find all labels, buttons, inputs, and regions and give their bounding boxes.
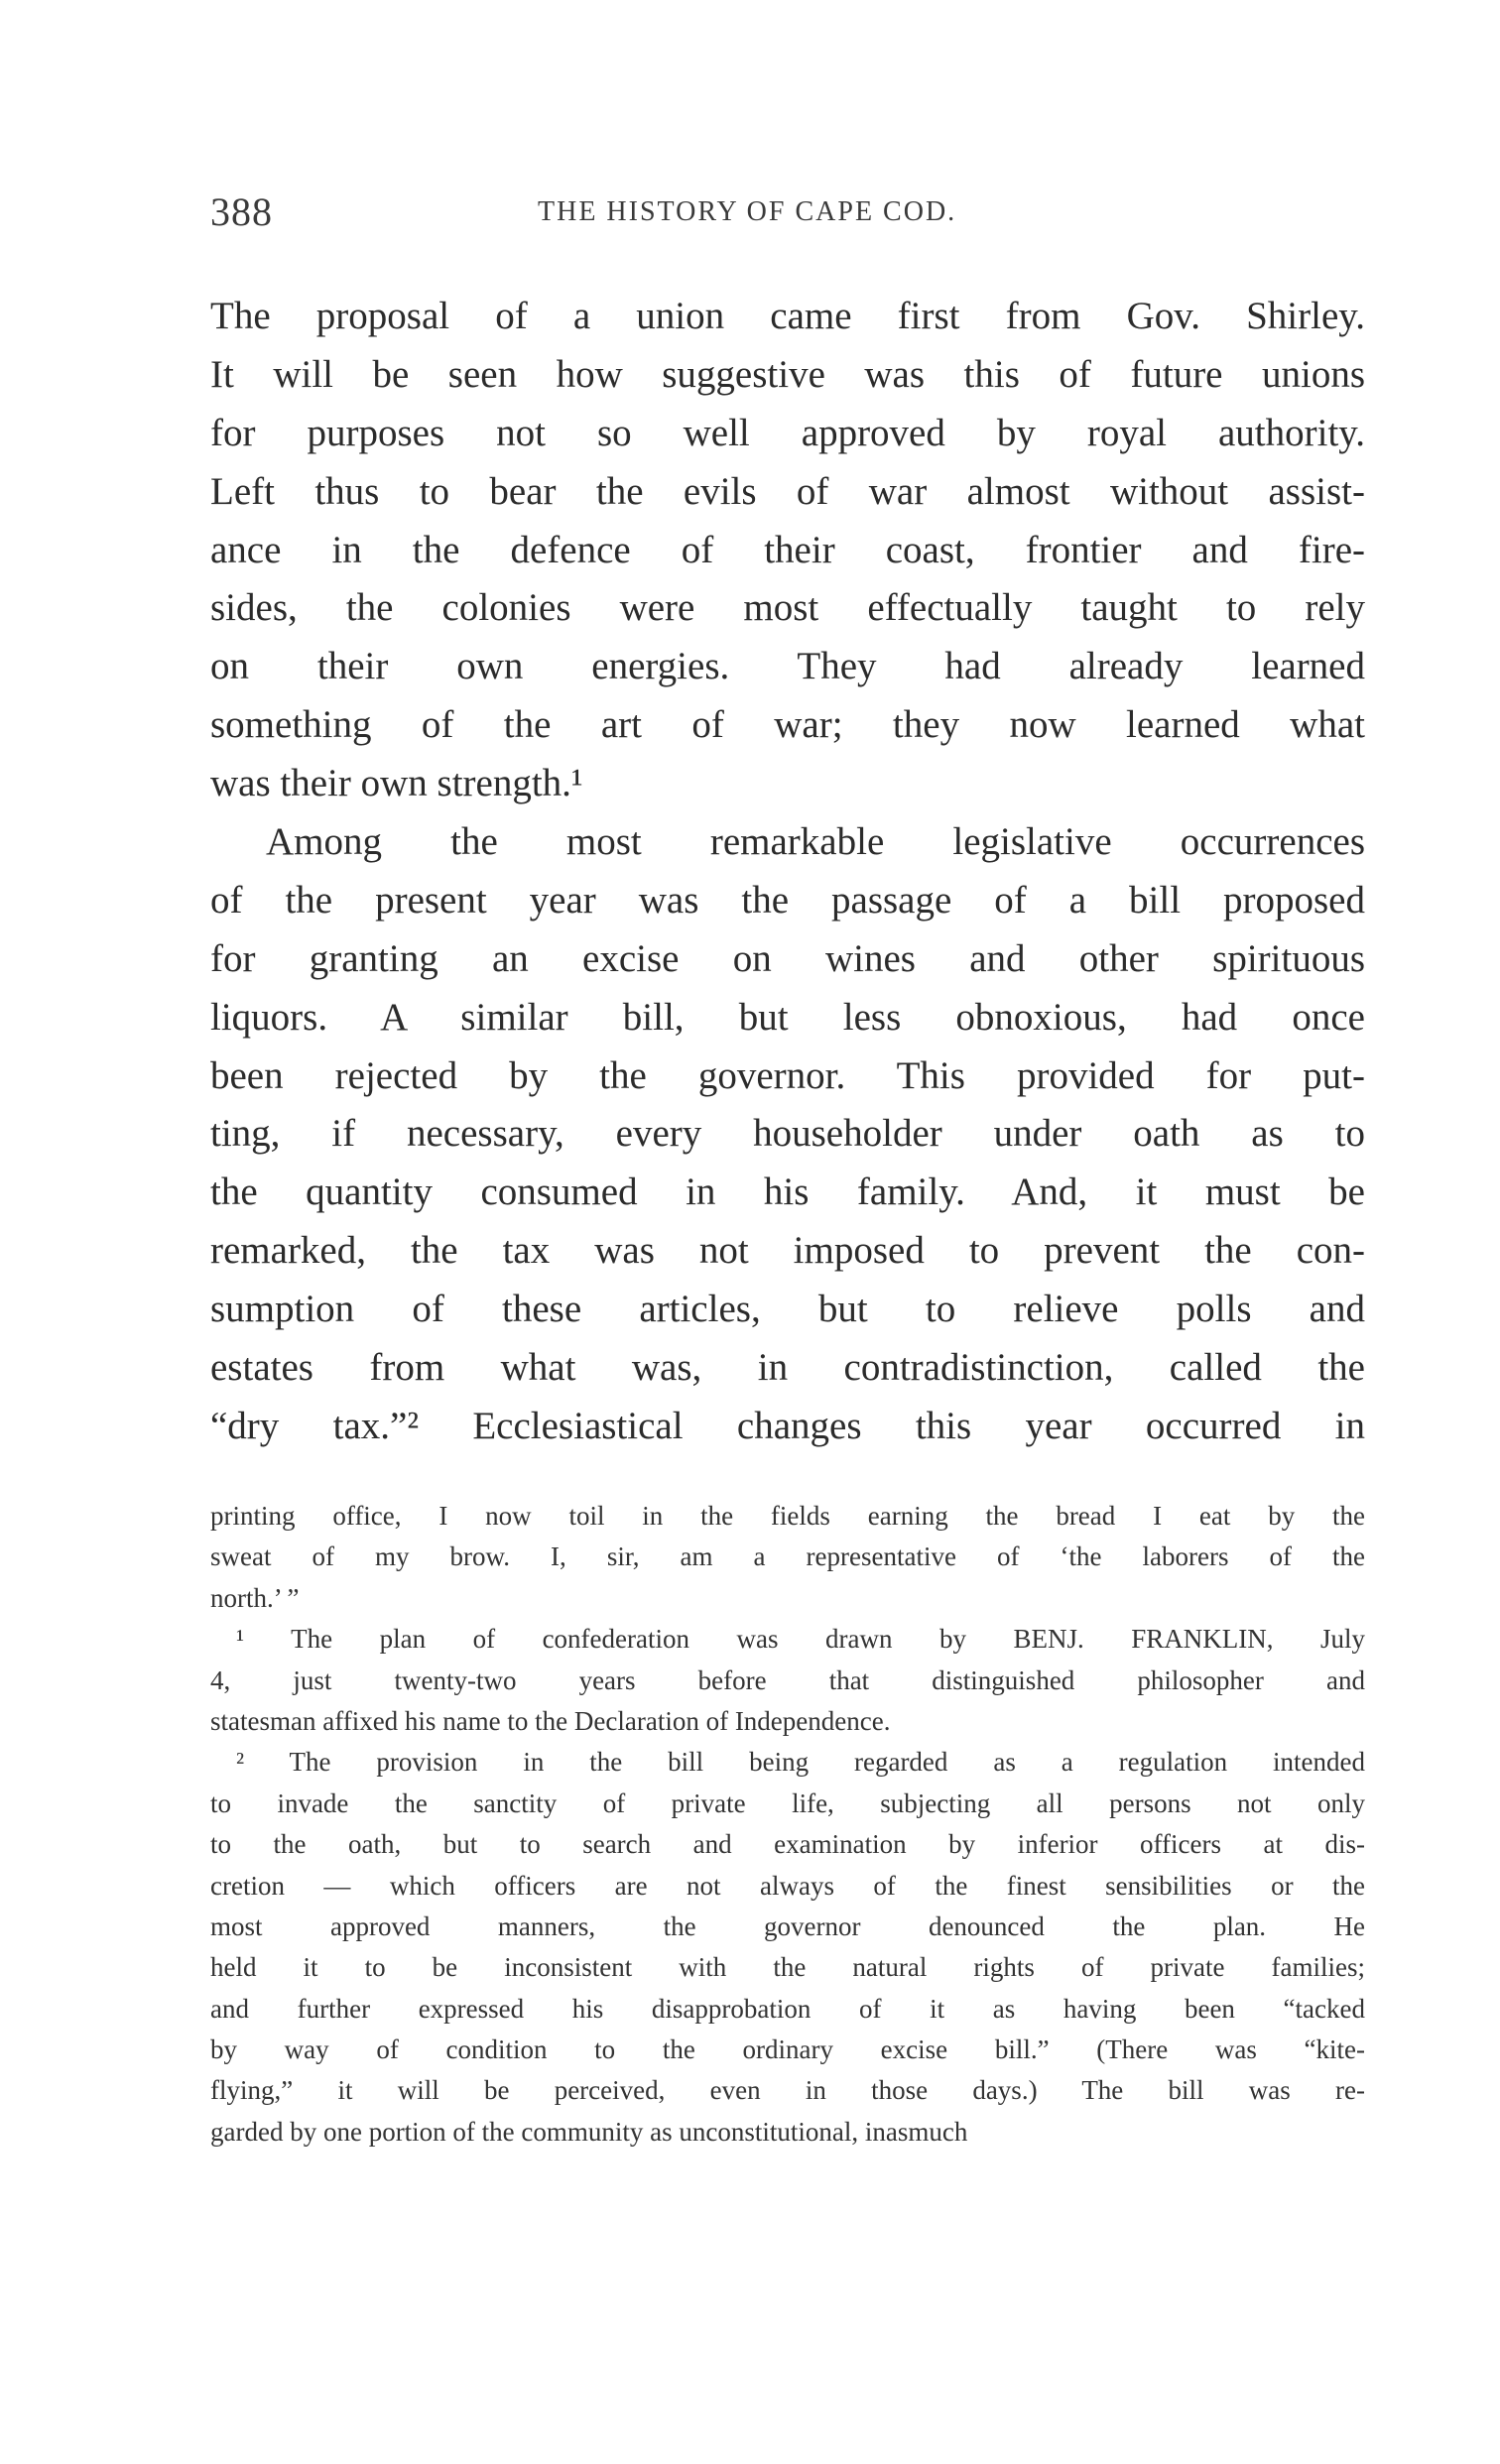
body-line: Among the most remarkable legislative occurrences <box>266 820 1365 864</box>
body-line: liquors. A similar bill, but less obnoxious, had once <box>210 995 1365 1039</box>
body-line: on their own energies. They had already learned <box>210 645 1365 688</box>
footnote-line: most approved manners, the governor denounced the plan. He <box>210 1910 1365 1941</box>
footnote-line: held it to be inconsistent with the natural rights of private families; <box>210 1952 1365 1983</box>
body-text <box>210 288 1365 1456</box>
body-line: ance in the defence of their coast, frontier and fire- <box>210 528 1365 571</box>
body-line: the quantity consumed in his family. And, it must be <box>210 1170 1365 1214</box>
body-line: ting, if necessary, every householder under oath as to <box>210 1112 1365 1156</box>
footnotes <box>210 1496 1365 2153</box>
footnote-line: and further expressed his disapprobation of it as having been “tacked <box>210 1993 1365 2024</box>
body-line: something of the art of war; they now learned what <box>210 703 1365 747</box>
body-line: It will be seen how suggestive was this of future unions <box>210 352 1365 396</box>
running-head <box>210 188 1361 238</box>
footnote-line: north.’ ” <box>210 1582 300 1613</box>
body-line: estates from what was, in contradistinction, called the <box>210 1346 1365 1390</box>
footnote-line: cretion — which officers are not always of the finest sensibilities or the <box>210 1870 1365 1901</box>
body-line: was their own strength.¹ <box>210 762 583 805</box>
body-line: for purposes not so well approved by royal authority. <box>210 411 1365 454</box>
body-line: Left thus to bear the evils of war almost without assist- <box>210 469 1365 513</box>
running-title: THE HISTORY OF CAPE COD. <box>538 196 957 227</box>
footnote-line: 4, just twenty-two years before that distinguished philosopher and <box>210 1664 1365 1695</box>
body-line: of the present year was the passage of a bill proposed <box>210 878 1365 922</box>
footnote-line: by way of condition to the ordinary excise bill.” (There was “kite- <box>210 2034 1365 2065</box>
footnote-line: to invade the sanctity of private life, subjecting all persons not only <box>210 1787 1365 1818</box>
footnote-line: sweat of my brow. I, sir, am a representative of ‘the laborers of the <box>210 1541 1365 1572</box>
footnote-line: flying,” it will be perceived, even in those days.) The bill was re- <box>210 2075 1365 2106</box>
page-number: 388 <box>210 189 273 234</box>
body-line: sides, the colonies were most effectually taught to rely <box>210 586 1365 630</box>
footnote-line: statesman affixed his name to the Declaration of Independence. <box>210 1705 891 1736</box>
footnote-line: garded by one portion of the community as unconstitutional, inasmuch <box>210 2116 968 2147</box>
body-line: “dry tax.”² Ecclesiastical changes this year occurred in <box>210 1404 1365 1447</box>
body-line: been rejected by the governor. This provided for put- <box>210 1053 1365 1097</box>
body-line: for granting an excise on wines and other spirituous <box>210 936 1365 980</box>
footnote-line: to the oath, but to search and examination by inferior officers at dis- <box>210 1829 1365 1860</box>
footnote-line: printing office, I now toil in the fields earning the bread I eat by the <box>210 1501 1365 1531</box>
body-line: The proposal of a union came first from Gov. Shirley. <box>210 295 1365 337</box>
footnote-line: ² The provision in the bill being regarded as a regulation intended <box>236 1747 1365 1778</box>
footnote-line: ¹ The plan of confederation was drawn by BENJ. FRANKLIN, July <box>236 1624 1365 1655</box>
body-line: remarked, the tax was not imposed to prevent the con- <box>210 1229 1365 1273</box>
body-line: sumption of these articles, but to relieve polls and <box>210 1288 1365 1331</box>
